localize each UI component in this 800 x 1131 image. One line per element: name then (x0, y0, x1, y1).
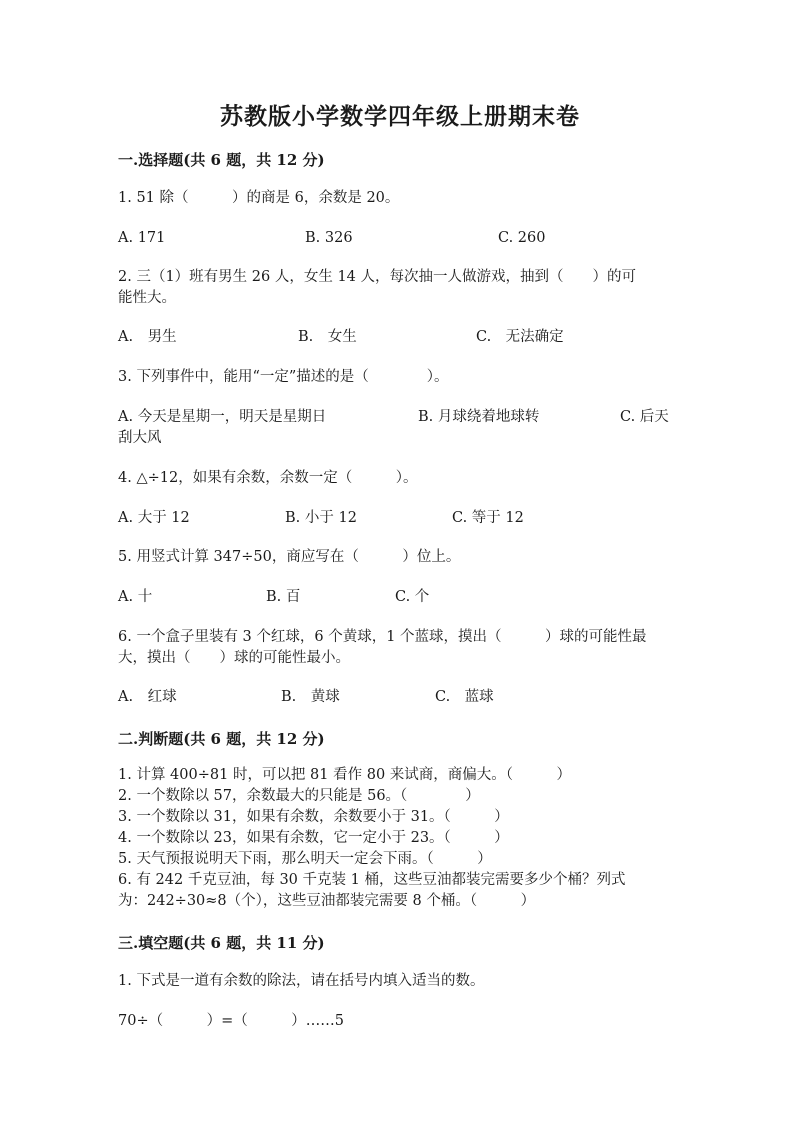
option-b: B. 小于 12 (285, 510, 357, 526)
option-a: A. 十 (118, 589, 153, 605)
option-c: C. 260 (498, 230, 546, 246)
option-c-continued: 刮大风 (118, 430, 162, 446)
option-b: B. 黄球 (281, 689, 340, 705)
section-heading-choice: 一.选择题(共 6 题，共 12 分) (118, 151, 325, 169)
option-a: A. 大于 12 (118, 510, 190, 526)
option-c: C. 后天 (620, 409, 669, 425)
question-text: 2. 三（1）班有男生 26 人，女生 14 人，每次抽一人做游戏，抽到（ ）的可 (118, 269, 637, 285)
judgment-item: 2. 一个数除以 57，余数最大的只能是 56。（ ） (118, 788, 480, 804)
exam-title: 苏教版小学数学四年级上册期末卷 (220, 103, 580, 130)
section-heading-fill-blank: 三.填空题(共 6 题，共 11 分) (118, 934, 325, 952)
option-b: B. 月球绕着地球转 (418, 409, 540, 425)
option-a: A. 男生 (118, 329, 177, 345)
judgment-item-continued: 为：242÷30≈8（个），这些豆油都装完需要 8 个桶。（ ） (118, 893, 536, 909)
option-b: B. 百 (266, 589, 301, 605)
option-c: C. 无法确定 (476, 329, 564, 345)
fill-blank-expression: 70÷（ ）=（ ）……5 (118, 1013, 344, 1029)
question-text-continued: 大，摸出（ ）球的可能性最小。 (118, 650, 350, 666)
question-text: 4. △÷12，如果有余数，余数一定（ ）。 (118, 470, 418, 486)
question-text: 1. 51 除（ ）的商是 6，余数是 20。 (118, 190, 400, 206)
question-text-continued: 能性大。 (118, 290, 176, 306)
option-c: C. 蓝球 (435, 689, 494, 705)
question-text: 3. 下列事件中，能用“一定”描述的是（ ）。 (118, 369, 449, 385)
option-b: B. 女生 (298, 329, 357, 345)
judgment-item: 6. 有 242 千克豆油，每 30 千克装 1 桶，这些豆油都装完需要多少个桶？列式 (118, 872, 626, 888)
fill-blank-item: 1. 下式是一道有余数的除法，请在括号内填入适当的数。 (118, 973, 485, 989)
option-a: A. 171 (118, 230, 166, 246)
option-b: B. 326 (305, 230, 353, 246)
judgment-item: 1. 计算 400÷81 时，可以把 81 看作 80 来试商，商偏大。（ ） (118, 767, 572, 783)
option-c: C. 个 (395, 589, 430, 605)
option-c: C. 等于 12 (452, 510, 524, 526)
option-a: A. 今天是星期一，明天是星期日 (118, 409, 327, 425)
option-a: A. 红球 (118, 689, 177, 705)
judgment-item: 5. 天气预报说明天下雨，那么明天一定会下雨。（ ） (118, 851, 492, 867)
question-text: 6. 一个盒子里装有 3 个红球，6 个黄球，1 个蓝球，摸出（ ）球的可能性最 (118, 629, 647, 645)
section-heading-judgment: 二.判断题(共 6 题，共 12 分) (118, 730, 325, 748)
judgment-item: 3. 一个数除以 31，如果有余数，余数要小于 31。（ ） (118, 809, 509, 825)
question-text: 5. 用竖式计算 347÷50，商应写在（ ）位上。 (118, 549, 461, 565)
judgment-item: 4. 一个数除以 23，如果有余数，它一定小于 23。（ ） (118, 830, 509, 846)
